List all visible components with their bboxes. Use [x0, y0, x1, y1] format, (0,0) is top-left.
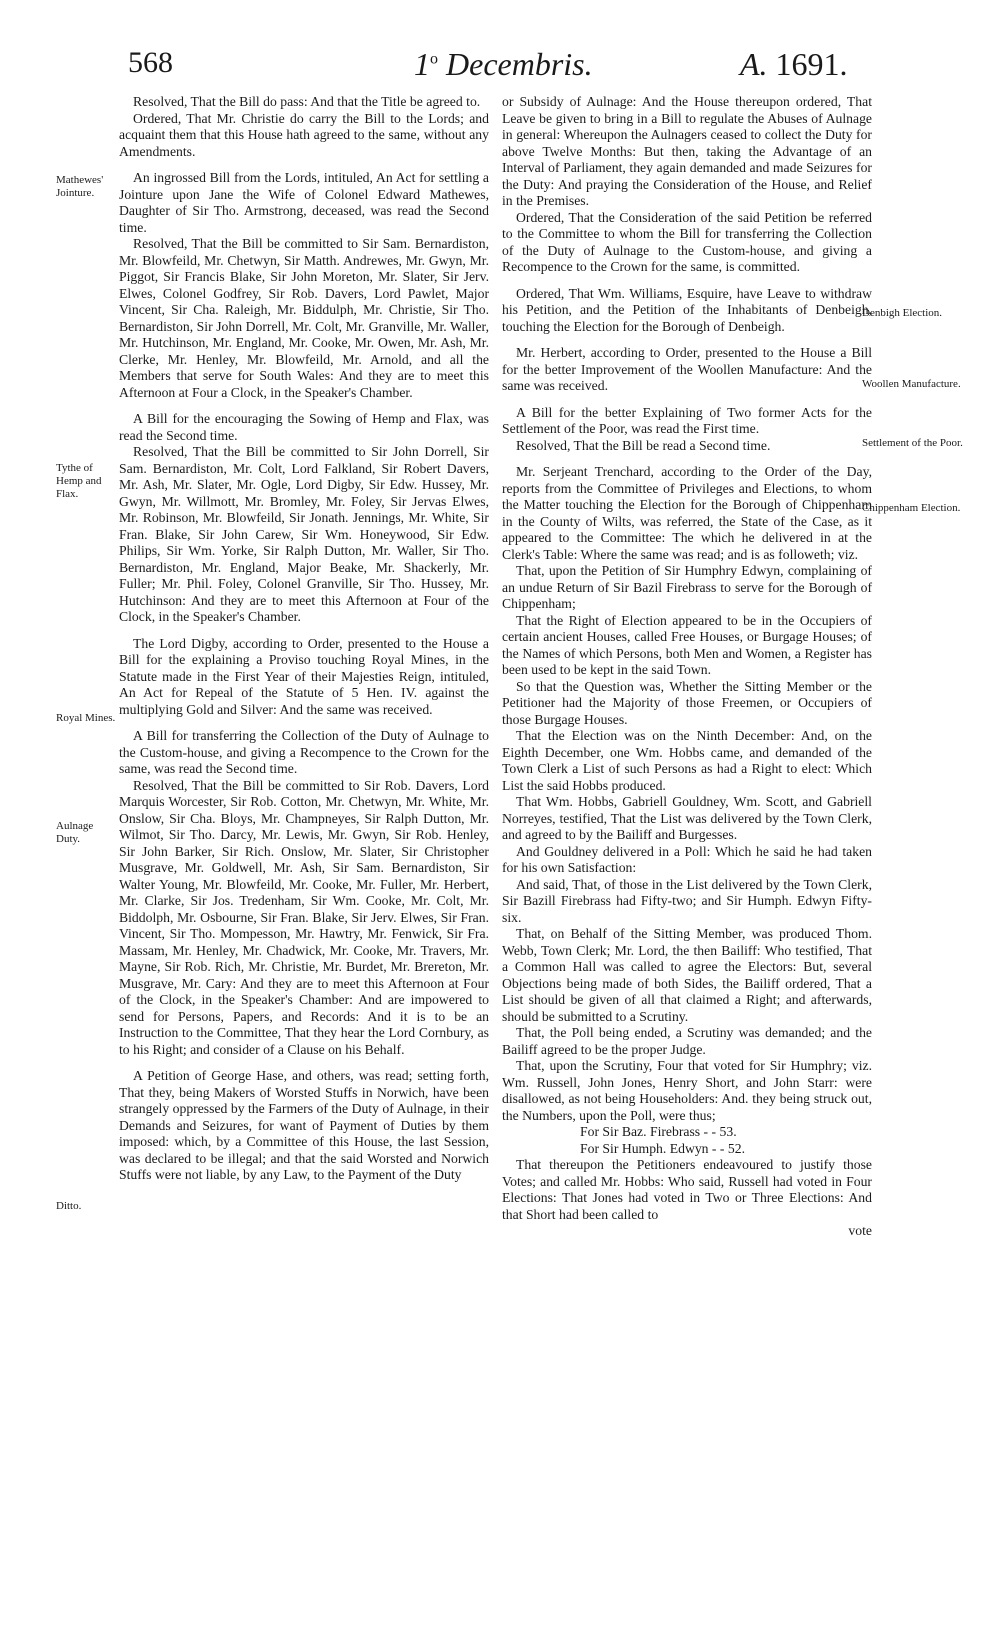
page-number: 568 [128, 46, 173, 79]
paragraph: That the Election was on the Ninth December: And, on the Eighth December, one Wm. Hobbs came, and demanded of the Town Clerk a List of such Persons as had a Right to elect: Which List the said Hobbs produced. [502, 728, 872, 793]
date-month: Decembris. [446, 46, 593, 82]
date-ordinal: o [430, 50, 438, 68]
poll-line: For Sir Humph. Edwyn - - 52. [580, 1140, 746, 1156]
paragraph: And said, That, of those in the List delivered by the Town Clerk, Sir Bazill Firebrass had Fifty-two; and Sir Humph. Edwyn Fifty-six. [502, 876, 872, 925]
paragraph: Resolved, That the Bill be committed to Sir Sam. Bernardiston, Mr. Blowfeild, Mr. Chetwyn, Sir Matth. Andrewes, Mr. Gwyn, Mr. Piggot, Sir Francis Blake, Sir John Moreton, Mr. Slater, Sir Jerv. Elwes, Colonel Godfrey, Sir Rob. Davers, Lord Pawlet, Major Vincent, Sir Cha. Raleigh, Mr. Biddulph, Mr. Christie, Sir Tho. Bernardiston, Sir John Dorrell, Mr. Colt, Mr. Granville, Mr. Waller, Mr. Hutchinson, Mr. England, Mr. Cooke, Mr. Owen, Mr. Ash, Mr. Clerke, Mr. Henley, Mr. Blowfeild, Mr. Arnold, and all the Members that serve for South Wales: And they are to meet this Afternoon at Four a Clock, in the Speaker's Chamber. [119, 236, 489, 400]
paragraph: That, upon the Scrutiny, Four that voted for Sir Humphry; viz. Wm. Russell, John Jones, Henry Short, and John Starr: were disallowed, as not being Householders: And. they being struck out, the Numbers, upon the Poll, were thus; [502, 1058, 872, 1123]
left-column [119, 94, 489, 1184]
paragraph: Resolved, That the Bill do pass: And that the Title be agreed to. [133, 94, 481, 109]
year-letter: A. [740, 46, 768, 82]
year-number: 1691. [775, 46, 848, 82]
journal-year [740, 46, 848, 83]
paragraph: That Wm. Hobbs, Gabriell Gouldney, Wm. Scott, and Gabriell Norreyes, testified, That the List was delivered by the Town Clerk, and agreed to by the Bailiff and Burgesses. [502, 794, 872, 842]
right-column [502, 94, 872, 1240]
paragraph: Mr. Serjeant Trenchard, according to the Order of the Day, reports from the Committee of Privileges and Elections, to whom the Matter touching the Election for the Borough of Chippenham in the County of Wilts, was referred, the State of the Case, as it appeared to the Committee: The which he delivered in at the Clerk's Table: Where the same was read; and is as followeth; viz. [502, 464, 872, 562]
paragraph: The Lord Digby, according to Order, presented to the House a Bill for the explaining a Proviso touching Royal Mines, in the Statute made in the First Year of their Majesties Reign, intituled, An Act for Repeal of the Statute of 5 Hen. IV. against the multiplying Gold and Silver: And the same was received. [119, 635, 489, 717]
paragraph: And Gouldney delivered in a Poll: Which he said he had taken for his own Satisfaction: [502, 843, 872, 875]
paragraph: A Bill for transferring the Collection of the Duty of Aulnage to the Custom-house, and giving a Recompence to the Crown for the same, was read the Second time. [119, 728, 489, 776]
margin-note-aulnage: Aulnage Duty. [56, 820, 94, 845]
margin-note-denbigh: Denbigh Election. [862, 307, 943, 319]
margin-note-royal-mines: Royal Mines. [56, 712, 116, 724]
page-header [0, 46, 992, 96]
paragraph: Resolved, That the Bill be committed to Sir Rob. Davers, Lord Marquis Worcester, Sir Rob. Cotton, Mr. Chetwyn, Mr. White, Mr. Onslow, Sir Cha. Bloys, Mr. Champneyes, Sir Ralph Dutton, Mr. Wilmot, Sir Tho. Darcy, Mr. Lewis, Mr. Gwyn, Sir Rob. Henley, Sir John Barker, Sir Rich. Onslow, Mr. Slater, Sir Christopher Musgrave, Mr. Goldwell, Mr. Ash, Sir Sam. Bernardiston, Sir Walter Young, Mr. Blowfeild, Mr. Cooke, Mr. Fuller, Mr. Herbert, Mr. Clarke, Sir Jos. Tredenham, Sir Wm. Cooke, Mr. Colt, Mr. Biddolph, Mr. Osbourne, Sir Fran. Blake, Sir Jerv. Elwes, Sir Fran. Vincent, Sir Tho. Mompesson, Mr. Hawtry, Mr. Fenwick, Sir Fra. Massam, Mr. Henley, Mr. Chadwick, Mr. Cooke, Mr. Travers, Mr. Mayne, Sir Rob. Rich, Mr. Christie, Mr. Burdet, Mr. Brereton, Mr. Musgrave, Mr. Cary: And they are to meet this Afternoon at Four of the Clock, in the Speaker's Chamber: And are impowered to send for Persons, Papers, and Records: And it is to be an Instruction to the Committee, That they hear the Lord Cornbury, as to his Right; and consider of a Clause on his Behalf. [119, 777, 489, 1057]
paragraph: So that the Question was, Whether the Sitting Member or the Petitioner had the Majority of those Freemen, or Occupiers of those Burgage Houses. [502, 678, 872, 727]
paragraph: That thereupon the Petitioners endeavoured to justify those Votes; and called Mr. Hobbs: Who said, Russell had voted in Four Elections: That Jones had voted in Two or Three Elections: And that Short had been called to [502, 1157, 872, 1222]
margin-note-ditto: Ditto. [56, 1200, 82, 1212]
paragraph: That, on Behalf of the Sitting Member, was produced Thom. Webb, Town Clerk; Mr. Lord, the then Bailiff: Who testified, That a Common Hall was called to agree the Electors: But, several Objections being made of both Sides, the Bailiff ordered, That a List should be given of all that claimed a Right; and afterwards, should be submitted to a Scrutiny. [502, 926, 872, 1024]
paragraph: A Bill for the better Explaining of Two former Acts for the Settlement of the Poor, was read the First time. [502, 404, 872, 436]
paragraph: Resolved, That the Bill be read a Second time. [516, 437, 771, 453]
journal-date [414, 46, 593, 83]
paragraph: or Subsidy of Aulnage: And the House thereupon ordered, That Leave be given to bring in a Bill to regulate the Abuses of Aulnage in general: Whereupon the Aulnagers ceased to collect the Duty for above Twelve Months: But then, taking the Advantage of an Interval of Parliament, they again demanded and made Seizures for the Duty: And praying the Consideration of the House, and Relief in the Premises. [502, 94, 872, 208]
paragraph: Resolved, That the Bill be committed to Sir John Dorrell, Sir Sam. Bernardiston, Mr. Colt, Lord Falkland, Sir Robert Davers, Mr. Ash, Mr. Slater, Mr. Ogle, Lord Digby, Sir Edw. Hussey, Mr. Gwyn, Mr. Willmott, Mr. Bromley, Mr. Foley, Sir Jervas Elwes, Mr. Robinson, Mr. Blowfeild, Sir Jonath. Jennings, Mr. White, Sir Fran. Blake, Sir John Carew, Sir Wm. Honeywood, Sir Edw. Philips, Sir Wm. Yorke, Sir Ralph Dutton, Mr. Waller, Sir Tho. Bernardiston, Mr. England, Major Beake, Mr. Shackerly, Mr. Fuller; Mr. Phil. Foley, Colonel Granville, Sir Tho. Hussey, Mr. Hutchinson: And they are to meet this Afternoon at Four of the Clock, in the Speaker's Chamber. [119, 444, 489, 624]
paragraph: That, upon the Petition of Sir Humphry Edwyn, complaining of an undue Return of Sir Bazil Firebrass to serve for the Borough of Chippenham; [502, 563, 872, 611]
paragraph: Ordered, That Wm. Williams, Esquire, have Leave to withdraw his Petition, and the Petition of the Inhabitants of Denbeigh, touching the Election for the Borough of Denbeigh. [502, 285, 872, 334]
paragraph: Mr. Herbert, according to Order, presented to the House a Bill for the better Improvement of the Woollen Manufacture: And the same was received. [502, 345, 872, 393]
margin-note-hemp-flax: Tythe of Hemp and Flax. [56, 462, 102, 500]
poll-line: For Sir Baz. Firebrass - - 53. [580, 1124, 737, 1139]
date-day: 1 [414, 46, 430, 82]
margin-note-poor: Settlement of the Poor. [862, 437, 963, 449]
paragraph: A Bill for the encouraging the Sowing of Hemp and Flax, was read the Second time. [119, 411, 489, 443]
paragraph: That, the Poll being ended, a Scrutiny was demanded; and the Bailiff agreed to be the proper Judge. [502, 1025, 872, 1057]
margin-note-chippenham: Chippenham Election. [862, 502, 961, 514]
paragraph: That the Right of Election appeared to be in the Occupiers of certain ancient Houses, called Free Houses, or Burgage Houses; of the Names of which Persons, both Men and Women, a Register has been used to be kept in the said Town. [502, 612, 872, 677]
paragraph: A Petition of George Hase, and others, was read; setting forth, That they, being Makers of Worsted Stuffs in Norwich, have been strangely oppressed by the Farmers of the Duty of Aulnage, in their Demands and Seizures, for want of Payment of Duties by them imposed: which, by a Committee of this House, the last Session, was declared to be illegal; and that the said Worsted and Norwich Stuffs were not liable, by any Law, to the Payment of the Duty [119, 1068, 489, 1182]
paragraph: Ordered, That the Consideration of the said Petition be referred to the Committee to whom the Bill for transferring the Collection of the Duty of Aulnage to the Custom-house, and giving a Recompence to the Crown for the same, is committed. [502, 209, 872, 274]
margin-note-mathewes: Mathewes' Jointure. [56, 174, 104, 199]
catchword: vote [848, 1223, 872, 1238]
paragraph: Ordered, That Mr. Christie do carry the Bill to the Lords; and acquaint them that this House hath agreed to the same, without any Amendments. [119, 110, 489, 159]
margin-note-woollen: Woollen Manufacture. [862, 378, 961, 390]
paragraph: An ingrossed Bill from the Lords, intituled, An Act for settling a Jointure upon Jane the Wife of Colonel Edward Mathewes, Daughter of Sir Tho. Armstrong, deceased, was read the Second time. [119, 170, 489, 235]
